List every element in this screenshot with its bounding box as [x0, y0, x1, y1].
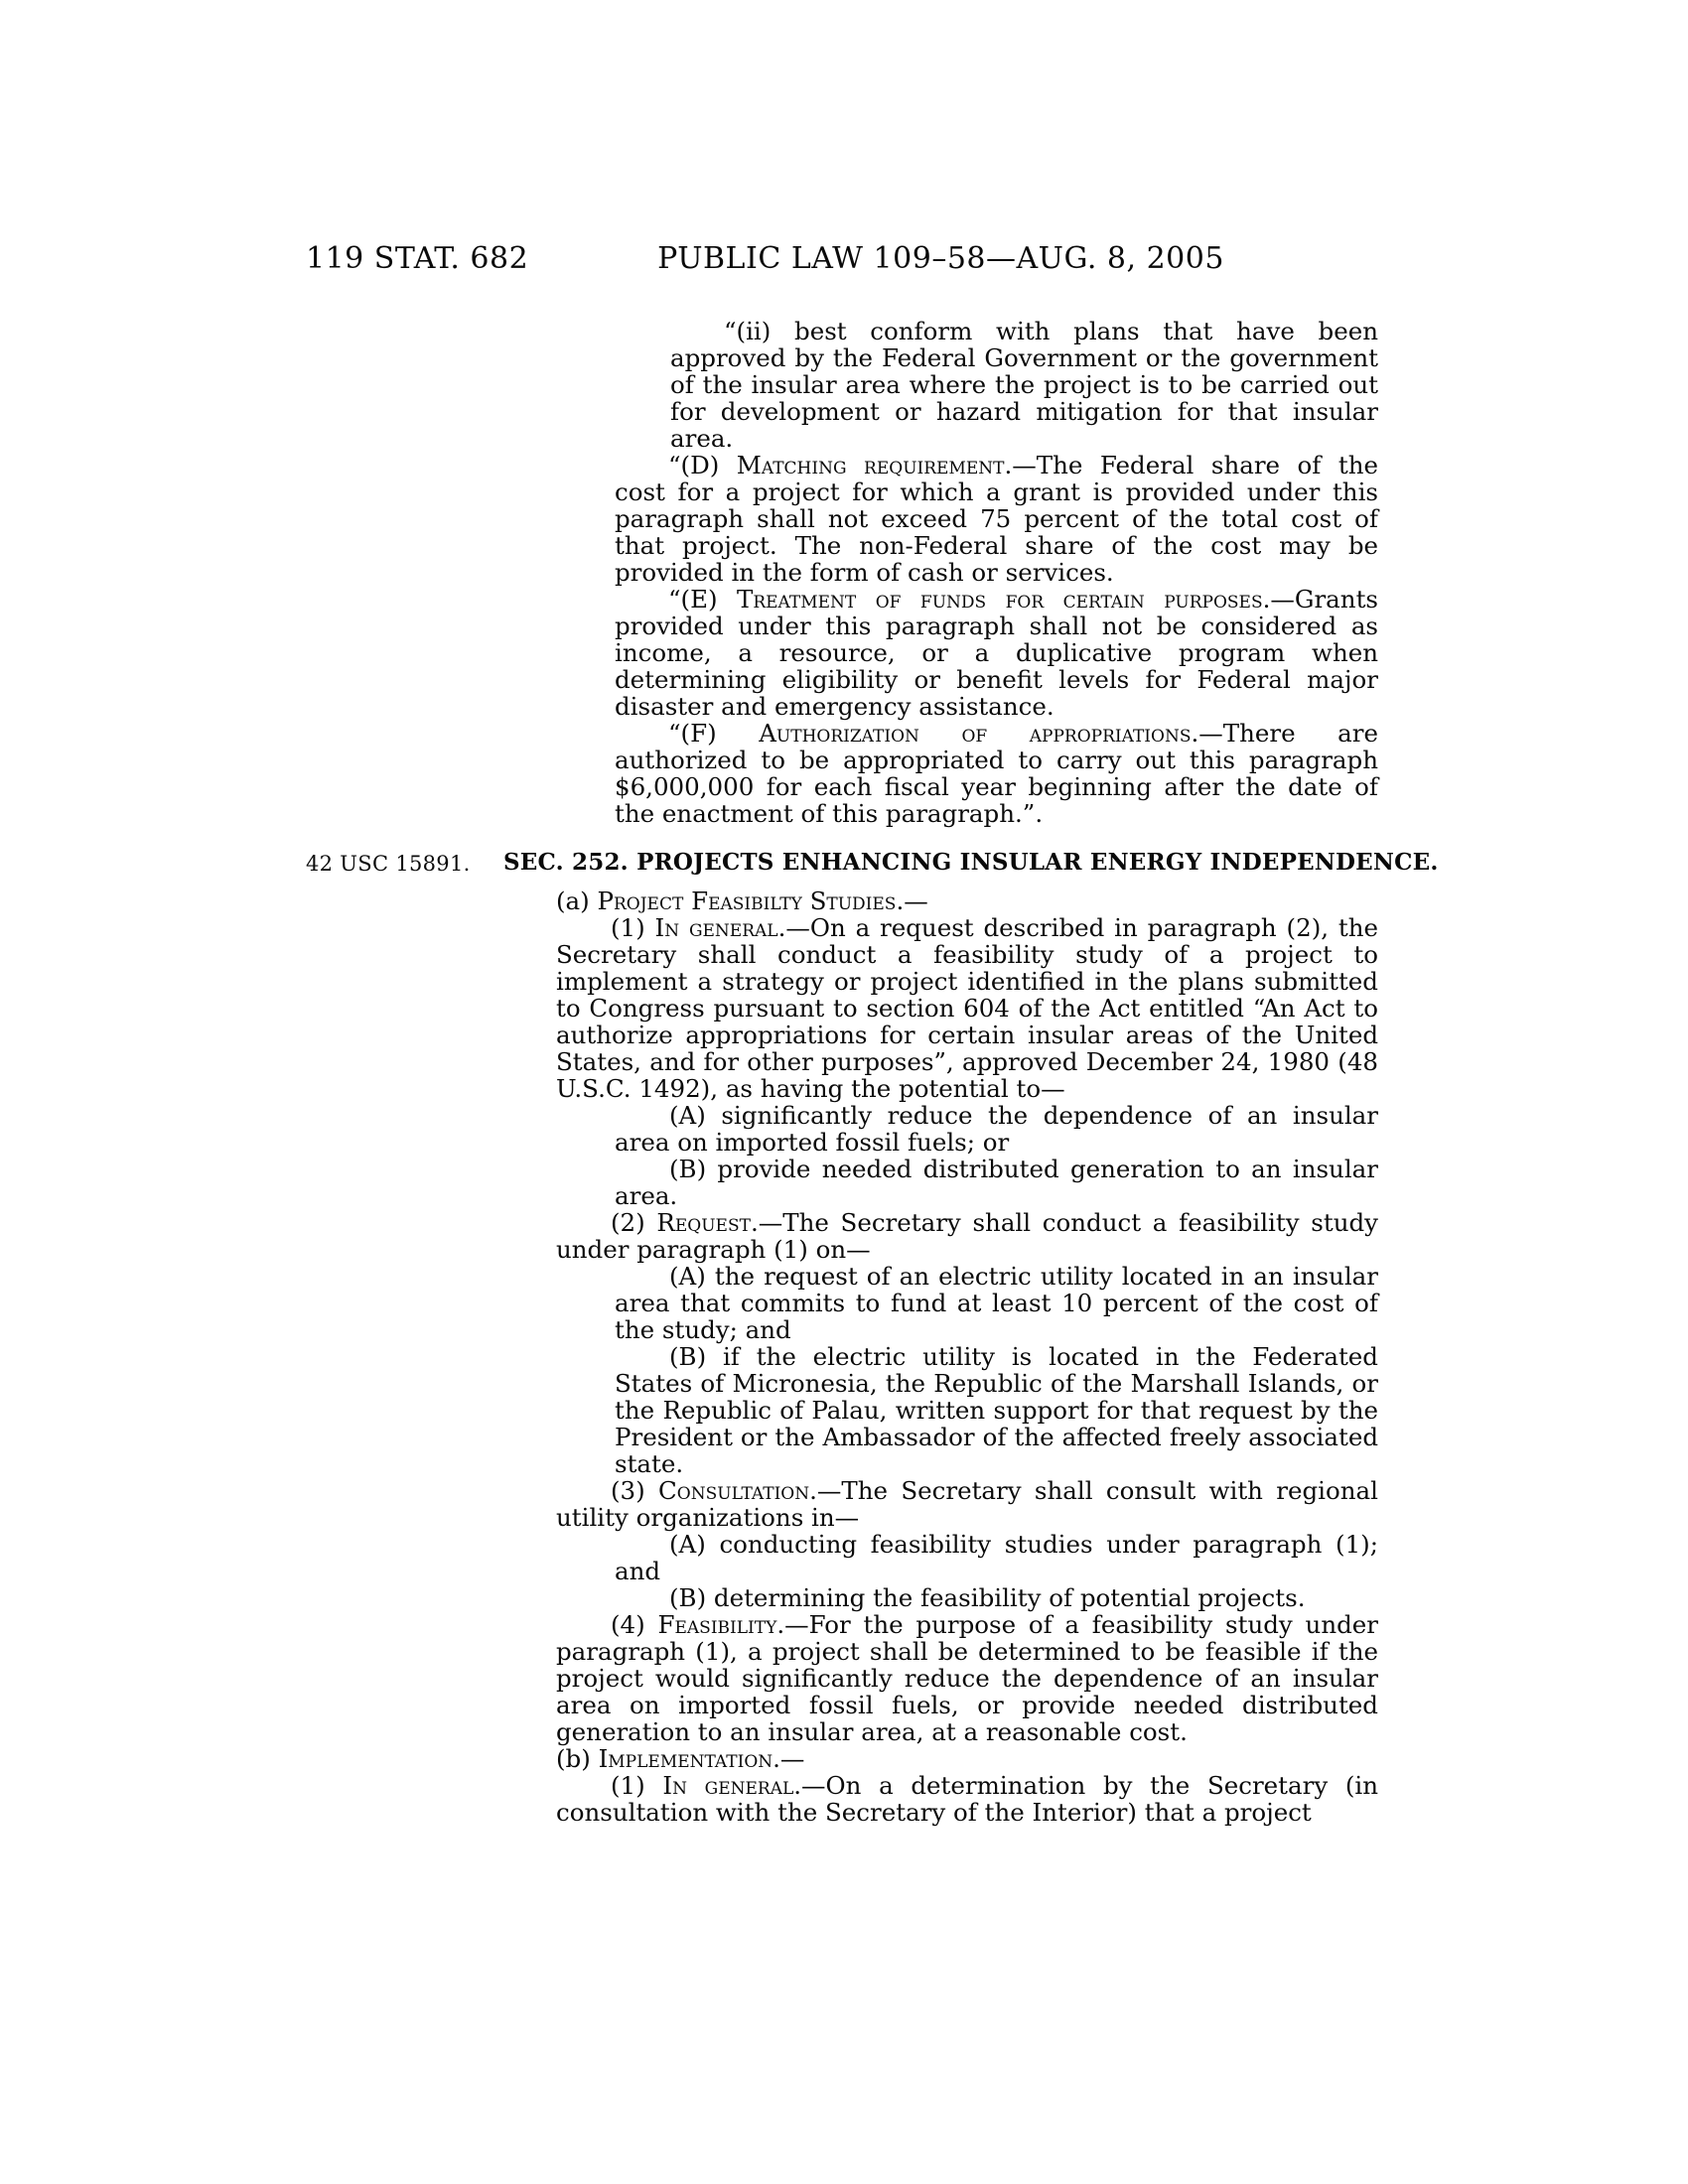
- text-run: “(D): [668, 451, 737, 479]
- subsection-b-heading: [556, 1745, 1378, 1772]
- text-run: (B) provide needed distributed generation to an insular area.: [615, 1155, 1378, 1210]
- section-heading-text: SEC. 252. PROJECTS ENHANCING INSULAR ENERGY INDEPENDENCE.: [503, 849, 1439, 876]
- text-run: .—There are authorized to be appropriated to carry out this paragraph $6,000,000 for each fiscal year beginning after the date of the enactment of this paragraph.”.: [615, 719, 1378, 828]
- text-run: .—Grants provided under this paragraph shall not be considered as income, a resource, or a duplicative program when determining eligibility or benefit levels for Federal major disaster and emergency assistance.: [615, 585, 1378, 721]
- text-run: .—On a request described in paragraph (2), the Secretary shall conduct a feasibility study of a project to implement a strategy or project identified in the plans submitted to Congress pursuant to section 604 of the Act entitled “An Act to authorize appropriations for certain insular areas of the United States, and for other purposes”, approved December 24, 1980 (48 U.S.C. 1492), as having the potential to—: [556, 913, 1379, 1103]
- text-run: (B) if the electric utility is located in the Federated States of Micronesia, the Republic of the Marshall Islands, or the Republic of Palau, written support for that request by the President or the Ambassador of the affected freely associated state.: [615, 1342, 1378, 1478]
- subsection-a-heading: [556, 887, 1378, 914]
- small-caps-run: Implementation: [598, 1744, 774, 1773]
- text-run: (3): [611, 1476, 659, 1505]
- paragraph-a3: [556, 1477, 1378, 1531]
- small-caps-run: Consultation: [658, 1476, 810, 1505]
- paragraph-a1: [556, 914, 1378, 1102]
- subparagraph-a2B: [615, 1343, 1378, 1477]
- text-run: (1): [611, 1771, 663, 1800]
- subparagraph-D: [615, 452, 1378, 586]
- text-run: (b): [556, 1744, 599, 1773]
- public-law-running-head: PUBLIC LAW 109–58—AUG. 8, 2005: [657, 241, 1224, 276]
- text-run: .—The Secretary shall consult with regional utility organizations in—: [556, 1476, 1378, 1532]
- small-caps-run: Request: [656, 1208, 751, 1237]
- text-run: (A) significantly reduce the dependence of an insular area on imported fossil fuels; or: [615, 1101, 1378, 1157]
- small-caps-run: Matching requirement: [736, 451, 1005, 479]
- subparagraph-a3B: [615, 1584, 1378, 1611]
- small-caps-run: Authorization of appropriations: [759, 719, 1192, 748]
- text-run: (A) conducting feasibility studies under paragraph (1); and: [615, 1530, 1378, 1585]
- text-run: (1): [611, 913, 655, 942]
- text-run: “(ii) best conform with plans that have been approved by the Federal Government or the government of the insular area where the project is to be carried out for development or hazard mitigation for that insular area.: [670, 317, 1378, 453]
- text-run: (a): [556, 887, 598, 915]
- subparagraph-a1A: [615, 1102, 1378, 1156]
- small-caps-run: Treatment of funds for certain purposes: [736, 585, 1263, 614]
- text-run: .—For the purpose of a feasibility study under paragraph (1), a project shall be determined to be feasible if the project would significantly reduce the dependence of an insular area on imported fossil fuels, or provide needed distributed generation to an insular area, at a reasonable cost.: [556, 1610, 1378, 1746]
- small-caps-run: Feasibility: [657, 1610, 777, 1639]
- section-heading: [306, 849, 1439, 876]
- stat-page-number: 119 STAT. 682: [306, 241, 529, 276]
- small-caps-run: Project Feasibilty Studies: [597, 887, 897, 915]
- text-run: “(F): [668, 719, 760, 748]
- text-run: .—On a determination by the Secretary (in consultation with the Secretary of the Interior) that a project: [556, 1771, 1379, 1827]
- text-run: (4): [611, 1610, 658, 1639]
- text-run: .—: [896, 887, 928, 915]
- text-run: .—The Secretary shall conduct a feasibility study under paragraph (1) on—: [556, 1208, 1378, 1264]
- subparagraph-F: [615, 720, 1378, 827]
- text-run: (A) the request of an electric utility located in an insular area that commits to fund at least 10 percent of the cost of the study; and: [615, 1262, 1378, 1344]
- statute-text-column: [306, 317, 1439, 1827]
- text-run: (B) determining the feasibility of potential projects.: [669, 1583, 1306, 1612]
- text-run: (2): [611, 1208, 657, 1237]
- paragraph-a2: [556, 1209, 1378, 1263]
- subparagraph-E: [615, 586, 1378, 720]
- paragraph-b1: [556, 1772, 1378, 1826]
- subparagraph-a3A: [615, 1531, 1378, 1584]
- subparagraph-a2A: [615, 1263, 1378, 1343]
- text-run: “(E): [668, 585, 737, 614]
- text-run: .—: [773, 1744, 805, 1773]
- text-run: .—The Federal share of the cost for a project for which a grant is provided under this paragraph shall not exceed 75 percent of the total cost of that project. The non-Federal share of the cost may be provided in the form of cash or services.: [615, 451, 1378, 587]
- small-caps-run: In general: [654, 913, 778, 942]
- paragraph-a4: [556, 1611, 1378, 1745]
- us-code-margin-note: 42 USC 15891.: [306, 852, 471, 876]
- clause-ii-paragraph: [670, 318, 1378, 452]
- subparagraph-a1B: [615, 1156, 1378, 1209]
- small-caps-run: In general: [662, 1771, 794, 1800]
